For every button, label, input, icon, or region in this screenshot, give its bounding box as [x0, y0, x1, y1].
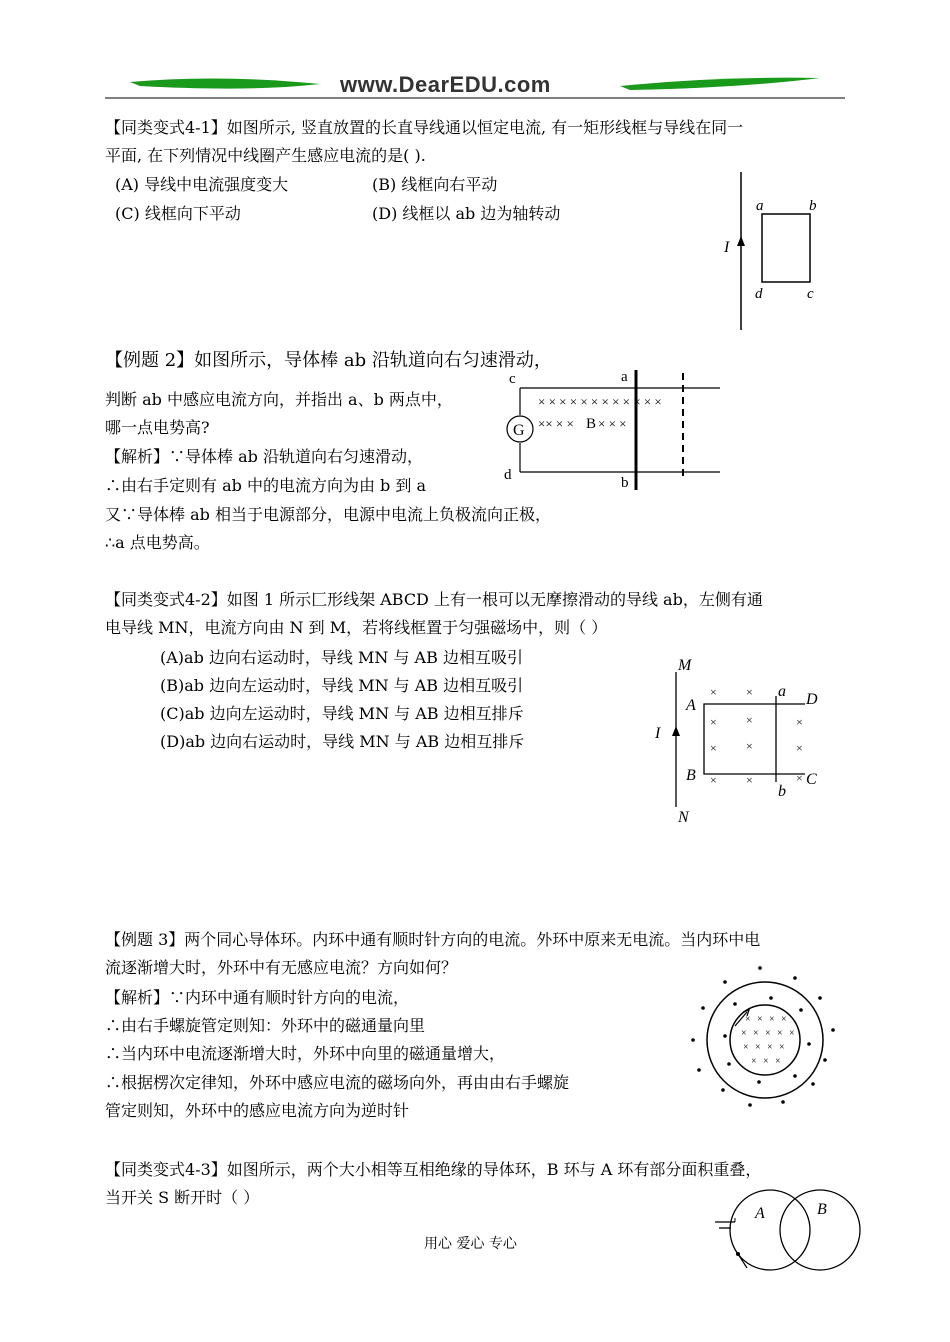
ex2-line7: ∴a 点电势高。 — [105, 533, 210, 552]
q41-option-d: (D) 线框以 ab 边为轴转动 — [372, 204, 561, 223]
q42-fig-label-B: B — [686, 767, 696, 784]
ex3-fig-field-cross: × — [779, 1042, 785, 1053]
ex3-fig-field-cross: × — [745, 1014, 751, 1025]
q41-option-c: (C) 线框向下平动 — [115, 204, 241, 223]
ex3-fig-field-cross: × — [777, 1028, 783, 1039]
site-logo-text: www.DearEDU.com — [340, 72, 551, 97]
ex3-fig-field-cross: × — [755, 1042, 761, 1053]
ex2-fig-field-row1: × × × × × × × × × × × × — [538, 394, 662, 409]
ex3-fig-field-dot — [723, 980, 727, 984]
q42-fig-label-D: D — [806, 691, 818, 708]
q42-fig-field-cross: × — [710, 741, 717, 755]
ex2-fig-label-G: G — [513, 422, 525, 439]
ex3-fig-field-dot — [831, 1028, 835, 1032]
q42-fig-field-cross: × — [796, 741, 803, 755]
q42-fig-field-cross: × — [746, 773, 753, 787]
ex3-fig-field-cross: × — [767, 1042, 773, 1053]
ex2-fig-label-d: d — [504, 467, 512, 483]
ex3-fig-field-cross: × — [743, 1042, 749, 1053]
ex3-line1: 【例题 3】两个同心导体环。内环中通有顺时针方向的电流。外环中原来无电流。当内环中电 — [105, 930, 761, 949]
q43-line2: 当开关 S 断开时（ ） — [105, 1188, 260, 1207]
ex3-fig-field-dot — [723, 1034, 727, 1038]
q42-fig-label-M: M — [678, 657, 692, 674]
ex2-fig-field-row2: ×× × × — [538, 416, 574, 431]
q41-fig-label-a: a — [756, 198, 764, 214]
ex3-fig-field-dot — [721, 1088, 725, 1092]
ex3-fig-field-dot — [807, 1042, 811, 1046]
q42-fig-label-a: a — [778, 683, 786, 700]
ex3-fig-field-cross: × — [763, 1056, 769, 1067]
ex3-fig-field-dot — [758, 966, 762, 970]
ex3-fig-field-dot — [823, 1058, 827, 1062]
q42-fig-field-cross: × — [710, 715, 717, 729]
ex3-fig-field-dot — [793, 1074, 797, 1078]
q42-fig-field-cross: × — [710, 773, 717, 787]
ex2-fig-label-B: B — [586, 416, 597, 432]
q41-option-b: (B) 线框向右平动 — [372, 175, 498, 194]
q43-fig-label-A: A — [755, 1205, 765, 1222]
q42-option-d: (D)ab 边向右运动时，导线 MN 与 AB 边相互排斥 — [160, 732, 525, 751]
q41-line2: 平面, 在下列情况中线圈产生感应电流的是( ). — [105, 146, 426, 165]
ex2-line2: 判断 ab 中感应电流方向，并指出 a、b 两点中， — [105, 390, 453, 409]
ex3-line2: 流逐渐增大时，外环中有无感应电流？方向如何？ — [105, 958, 458, 977]
ex3-fig-field-cross: × — [781, 1014, 787, 1025]
q41-figure — [715, 168, 835, 333]
ex3-fig-field-dot — [769, 996, 773, 1000]
ex2-line6: 又∵导体棒 ab 相当于电源部分，电源中电流上负极流向正极， — [105, 505, 551, 524]
ex3-fig-field-cross: × — [757, 1014, 763, 1025]
q42-fig-field-cross: × — [710, 685, 717, 699]
ex2-figure — [500, 365, 730, 495]
q42-fig-field-cross: × — [746, 685, 753, 699]
ex3-line7: 管定则知，外环中的感应电流方向为逆时针 — [105, 1101, 410, 1120]
q41-fig-label-I: I — [724, 239, 730, 256]
q42-figure — [650, 652, 830, 832]
ex2-fig-field-row2b: × × × — [598, 416, 627, 431]
q42-line1: 【同类变式4-2】如图 1 所示匚形线架 ABCD 上有一根可以无摩擦滑动的导线 ab，左侧有通 — [105, 590, 763, 609]
ex3-fig-field-dot — [697, 1068, 701, 1072]
ex3-fig-field-dot — [818, 996, 822, 1000]
ex3-fig-field-cross: × — [789, 1028, 795, 1039]
q42-fig-field-cross: × — [796, 715, 803, 729]
q41-line1: 【同类变式4-1】如图所示, 竖直放置的长直导线通以恒定电流, 有一矩形线框与导线在同一 — [105, 118, 744, 137]
ex3-line6: ∴根据楞次定律知，外环中感应电流的磁场向外，再由由右手螺旋 — [105, 1073, 570, 1092]
q43-line1: 【同类变式4-3】如图所示，两个大小相等互相绝缘的导体环，B 环与 A 环有部分面积重叠， — [105, 1160, 762, 1179]
q42-fig-label-I: I — [655, 725, 661, 742]
q42-line2: 电导线 MN，电流方向由 N 到 M，若将线框置于匀强磁场中，则（ ） — [105, 618, 608, 637]
ex2-line5: ∴由右手定则有 ab 中的电流方向为由 b 到 a — [105, 476, 426, 495]
ex3-fig-field-dot — [691, 1038, 695, 1042]
ex3-fig-field-cross: × — [753, 1028, 759, 1039]
q41-fig-label-b: b — [809, 198, 817, 214]
ex3-fig-field-cross: × — [775, 1056, 781, 1067]
ex3-fig-field-dot — [793, 976, 797, 980]
ex3-fig-field-cross: × — [769, 1014, 775, 1025]
ex3-fig-field-cross: × — [751, 1056, 757, 1067]
ex2-title: 【例题 2】如图所示，导体棒 ab 沿轨道向右匀速滑动， — [105, 350, 552, 371]
q42-option-b: (B)ab 边向左运动时，导线 MN 与 AB 边相互吸引 — [160, 676, 524, 695]
ex3-fig-field-dot — [781, 1100, 785, 1104]
q42-fig-field-cross: × — [796, 771, 803, 785]
q43-figure — [705, 1188, 865, 1278]
ex3-fig-field-dot — [799, 1008, 803, 1012]
ex2-line3: 哪一点电势高? — [105, 418, 210, 437]
ex3-line5: ∴当内环中电流逐渐增大时，外环中向里的磁通量增大， — [105, 1044, 506, 1063]
ex3-fig-field-dot — [748, 1103, 752, 1107]
q42-option-a: (A)ab 边向右运动时，导线 MN 与 AB 边相互吸引 — [160, 648, 523, 667]
ex3-figure — [685, 960, 845, 1120]
q42-fig-label-b: b — [778, 783, 786, 800]
q41-fig-label-c: c — [807, 286, 814, 302]
q42-fig-field-cross: × — [746, 713, 753, 727]
q41-option-a: (A) 导线中电流强度变大 — [115, 175, 289, 194]
q42-option-c: (C)ab 边向左运动时，导线 MN 与 AB 边相互排斥 — [160, 704, 524, 723]
page-footer: 用心 爱心 专心 — [424, 1236, 517, 1252]
ex3-fig-field-dot — [811, 1082, 815, 1086]
q42-fig-label-A: A — [686, 697, 696, 714]
ex3-line4: ∴由右手螺旋管定则知：外环中的磁通量向里 — [105, 1016, 426, 1035]
ex3-fig-field-cross: × — [765, 1028, 771, 1039]
q42-fig-label-N: N — [678, 809, 689, 826]
q43-fig-label-B: B — [817, 1201, 827, 1218]
ex3-fig-field-dot — [701, 1006, 705, 1010]
ex3-fig-field-dot — [733, 1002, 737, 1006]
q41-fig-label-d: d — [755, 286, 763, 302]
ex2-fig-label-b: b — [621, 475, 629, 491]
ex2-fig-label-a: a — [621, 369, 628, 385]
ex3-fig-field-dot — [757, 1080, 761, 1084]
ex3-line3: 【解析】∵内环中通有顺时针方向的电流， — [105, 988, 410, 1007]
ex3-fig-field-dot — [727, 1062, 731, 1066]
page-header — [100, 66, 850, 104]
ex2-fig-label-c: c — [509, 371, 516, 387]
ex3-fig-field-cross: × — [741, 1028, 747, 1039]
q42-fig-label-C: C — [806, 771, 817, 788]
q42-fig-field-cross: × — [746, 739, 753, 753]
ex2-line4: 【解析】∵导体棒 ab 沿轨道向右匀速滑动， — [105, 447, 423, 466]
